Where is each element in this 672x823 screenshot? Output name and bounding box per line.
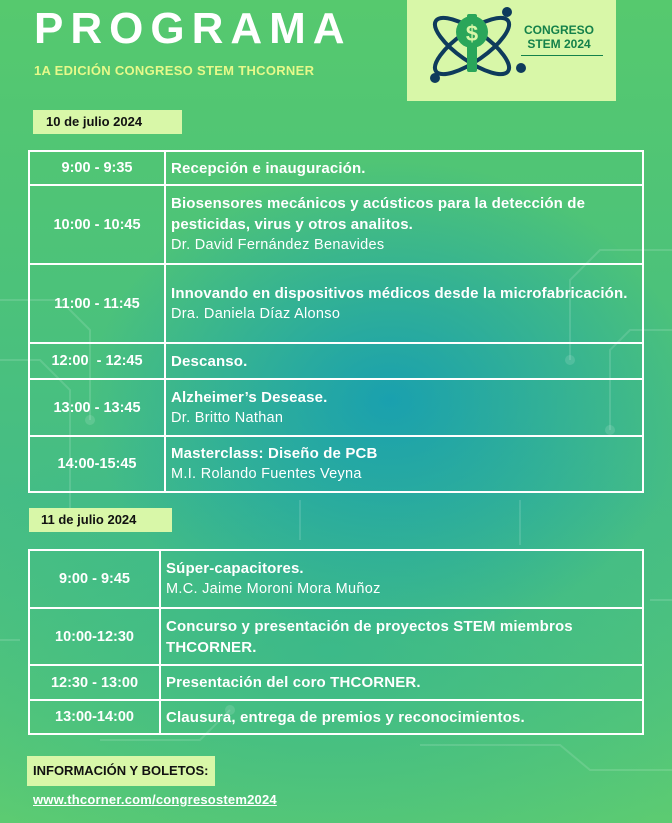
event-cell	[165, 185, 643, 264]
event-cell	[165, 151, 643, 185]
schedule-row	[29, 379, 643, 436]
time-cell: 14:00-15:45	[29, 436, 165, 492]
event-cell	[160, 550, 643, 608]
event-title: Biosensores mecánicos y acústicos para la detección de pesticidas, virus y otros analitos.	[171, 195, 586, 233]
logo-divider	[521, 55, 603, 56]
schedule-row	[29, 436, 643, 492]
event-speaker: M.C. Jaime Moroni Mora Muñoz	[166, 581, 381, 597]
time-cell: 10:00-12:30	[29, 608, 160, 665]
time-cell: 12:00 - 12:45	[29, 343, 165, 379]
event-title: Súper-capacitores.	[166, 560, 304, 577]
event-title: Descanso.	[171, 352, 248, 370]
time-cell: 13:00 - 13:45	[29, 379, 165, 436]
atom-icon	[427, 4, 527, 94]
schedule-row	[29, 185, 643, 264]
congress-website-link[interactable]: www.thcorner.com/congresostem2024	[33, 792, 277, 807]
schedule-row	[29, 608, 643, 665]
time-cell: 12:30 - 13:00	[29, 665, 160, 700]
event-title: Clausura, entrega de premios y reconocimientos.	[166, 708, 525, 726]
event-cell	[160, 608, 643, 665]
event-title: Innovando en dispositivos médicos desde la microfabricación.	[171, 284, 628, 302]
time-cell: 10:00 - 10:45	[29, 185, 165, 264]
schedule-row	[29, 665, 643, 700]
congress-logo	[407, 0, 616, 101]
event-title: Masterclass: Diseño de PCB	[171, 445, 378, 462]
schedule-row	[29, 343, 643, 379]
schedule-row	[29, 550, 643, 608]
logo-line-1: CONGRESO	[523, 23, 594, 37]
event-speaker: M.I. Rolando Fuentes Veyna	[171, 466, 362, 482]
logo-line-2: STEM 2024	[527, 37, 591, 51]
svg-text:$: $	[465, 21, 479, 46]
event-title: Concurso y presentación de proyectos STEM miembros THCORNER.	[166, 617, 573, 656]
event-cell	[160, 665, 643, 700]
event-cell	[160, 700, 643, 734]
schedule-table-day-1	[28, 150, 644, 493]
time-cell: 9:00 - 9:45	[29, 550, 160, 608]
event-title: Alzheimer’s Desease.	[171, 388, 328, 406]
event-speaker: Dr. Britto Nathan	[171, 409, 284, 426]
event-title: Presentación del coro THCORNER.	[166, 674, 421, 691]
event-speaker: Dr. David Fernández Benavides	[171, 237, 385, 253]
schedule-table-day-2	[28, 549, 644, 735]
date-label-day-1: 10 de julio 2024	[33, 110, 182, 134]
schedule-row	[29, 700, 643, 734]
event-cell	[165, 379, 643, 436]
time-cell: 11:00 - 11:45	[29, 264, 165, 343]
page-subtitle: 1A EDICIÓN CONGRESO STEM THCORNER	[34, 63, 315, 78]
date-label-day-2: 11 de julio 2024	[29, 508, 172, 532]
page-title: PROGRAMA	[34, 4, 352, 53]
info-tickets-label: INFORMACIÓN Y BOLETOS:	[27, 756, 215, 786]
time-cell: 13:00-14:00	[29, 700, 160, 734]
logo-text	[519, 23, 599, 51]
event-cell	[165, 436, 643, 492]
event-cell	[165, 343, 643, 379]
event-title: Recepción e inauguración.	[171, 159, 366, 177]
event-speaker: Dra. Daniela Díaz Alonso	[171, 305, 341, 322]
time-cell: 9:00 - 9:35	[29, 151, 165, 185]
schedule-row	[29, 264, 643, 343]
schedule-row	[29, 151, 643, 185]
event-cell	[165, 264, 643, 343]
